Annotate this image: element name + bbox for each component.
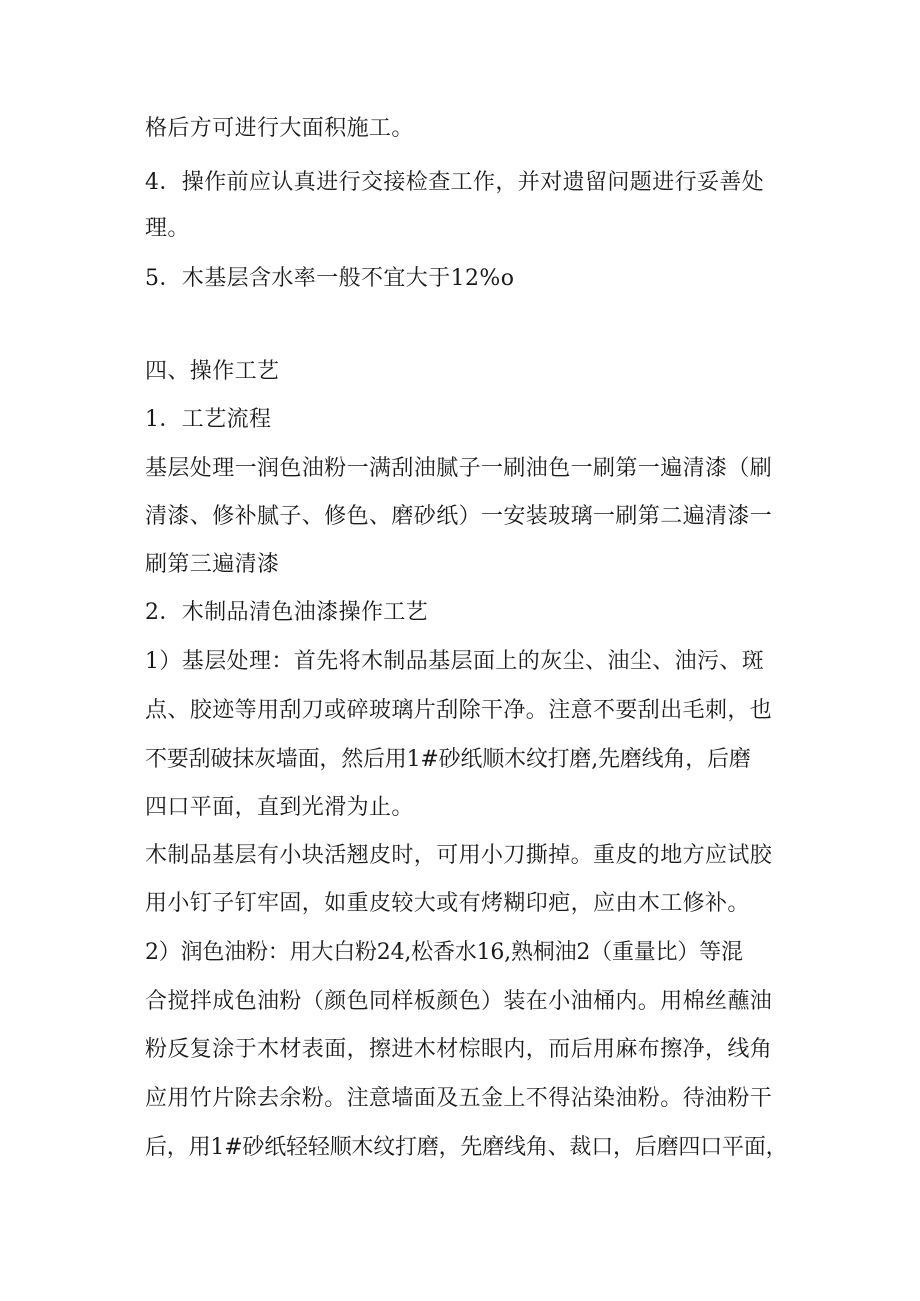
text-line: 清漆、修补腻子、修色、磨砂纸）一安装玻璃一刷第二遍清漆一 [145,504,773,529]
list-item-4: 4．操作前应认真进行交接检查工作，并对遗留问题进行妥善处 [145,170,765,195]
subsection-heading: 1．工艺流程 [145,407,272,432]
text-line: 用小钉子钉牢固，如重皮较大或有烤糊印疤，应由木工修补。 [145,891,750,916]
text-line: 刷第三遍清漆 [145,552,280,577]
text-line: 后，用1#砂纸轻轻顺木纹打磨，先磨线角、裁口，后磨四口平面， [145,1135,788,1160]
subsection-heading: 2．木制品清色油漆操作工艺 [145,600,429,625]
text-line: 1）基层处理：首先将木制品基层面上的灰尘、油尘、油污、斑 [145,649,765,674]
section-heading: 四、操作工艺 [145,359,280,384]
text-line: 点、胶迹等用刮刀或碎玻璃片刮除干净。注意不要刮出毛刺，也 [145,698,773,723]
text-line: 应用竹片除去余粉。注意墙面及五金上不得沾染油粉。待油粉干 [145,1086,773,1111]
text-line: 基层处理一润色油粉一满刮油腻子一刷油色一刷第一遍清漆（刷 [145,456,773,481]
list-item-5: 5．木基层含水率一般不宜大于12%o [145,266,515,291]
text-line: 粉反复涂于木材表面，擦进木材棕眼内，而后用麻布擦净，线角 [145,1037,773,1062]
text-line: 不要刮破抹灰墙面，然后用1#砂纸顺木纹打磨,先磨线角，后磨 [145,747,751,772]
text-line: 格后方可进行大面积施工。 [145,116,414,141]
text-line: 木制品基层有小块活翘皮时，可用小刀撕掉。重皮的地方应试胶 [145,843,773,868]
text-line: 2）润色油粉：用大白粉24,松香水16,熟桐油2（重量比）等混 [145,940,743,965]
text-line: 理。 [145,216,190,241]
text-line: 四口平面，直到光滑为止。 [145,795,414,820]
text-line: 合搅拌成色油粉（颜色同样板颜色）装在小油桶内。用棉丝蘸油 [145,989,773,1014]
